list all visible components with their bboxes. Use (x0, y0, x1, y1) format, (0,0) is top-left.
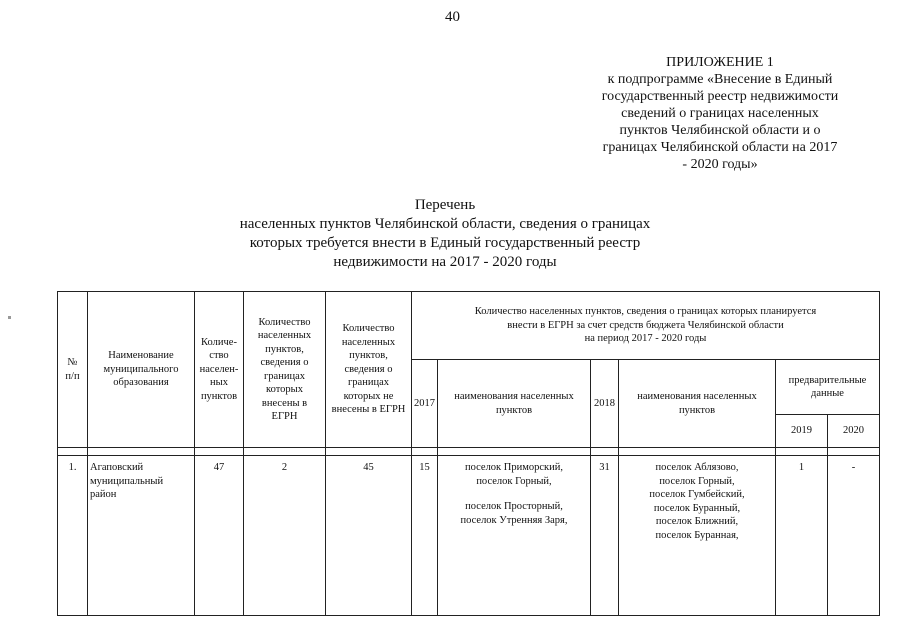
title-line: недвижимости на 2017 - 2020 годы (333, 254, 557, 270)
table-row (58, 456, 880, 616)
header-count: Количе- ство населен- ных пунктов (195, 292, 244, 448)
header-year-2018: 2018 (591, 360, 619, 448)
row-num: 1. (58, 456, 88, 616)
header-names-2017: наименования населенных пунктов (438, 360, 591, 448)
header-year-2020: 2020 (828, 415, 880, 448)
row-count-2020: - (828, 456, 880, 616)
appendix-heading: ПРИЛОЖЕНИЕ 1 (666, 55, 774, 70)
row-not-entered: 45 (326, 456, 412, 616)
scan-mark (8, 316, 11, 319)
title-line: которых требуется внести в Единый государственный реестр (249, 235, 641, 251)
row-count: 47 (195, 456, 244, 616)
row-names-2018: поселок Аблязово, поселок Горный, поселок Гумбейский, поселок Буранный, поселок Ближний, поселок Буранная, (619, 456, 776, 616)
header-num: № п/п (58, 292, 88, 448)
row-name: Агаповский муниципальный район (88, 456, 195, 616)
header-entered: Количество населенных пунктов, сведения о границах которых внесены в ЕГРН (244, 292, 326, 448)
header-name: Наименование муниципального образования (88, 292, 195, 448)
row-count-2017: 15 (412, 456, 438, 616)
header-names-2018: наименования населенных пунктов (619, 360, 776, 448)
appendix-line: к подпрограмме «Внесение в Единый (607, 72, 833, 87)
header-planned: Количество населенных пунктов, сведения о границах которых планируется внести в ЕГРН за счет средств бюджета Челябинской области на период 2017 - 2020 годы (412, 292, 880, 360)
appendix-block (570, 54, 870, 173)
row-count-2018: 31 (591, 456, 619, 616)
appendix-line: государственный реестр недвижимости (601, 89, 839, 104)
page-number: 40 (445, 9, 460, 25)
header-year-2017: 2017 (412, 360, 438, 448)
header-year-2019: 2019 (776, 415, 828, 448)
header-preliminary: предварительные данные (776, 360, 880, 415)
row-count-2019: 1 (776, 456, 828, 616)
document-title (200, 196, 690, 272)
appendix-line: пунктов Челябинской области и о (619, 123, 821, 138)
appendix-line: - 2020 годы» (682, 157, 758, 172)
title-line: населенных пунктов Челябинской области, сведения о границах (239, 216, 651, 232)
appendix-line: сведений о границах населенных (621, 106, 819, 121)
header-not-entered: Количество населенных пунктов, сведения о границах которых не внесены в ЕГРН (326, 292, 412, 448)
row-names-2017: поселок Приморский, поселок Горный, поселок Просторный, поселок Утренняя Заря, (438, 456, 591, 616)
settlements-table (57, 291, 880, 616)
title-line: Перечень (414, 197, 476, 213)
appendix-line: границах Челябинской области на 2017 (602, 140, 838, 155)
row-entered: 2 (244, 456, 326, 616)
